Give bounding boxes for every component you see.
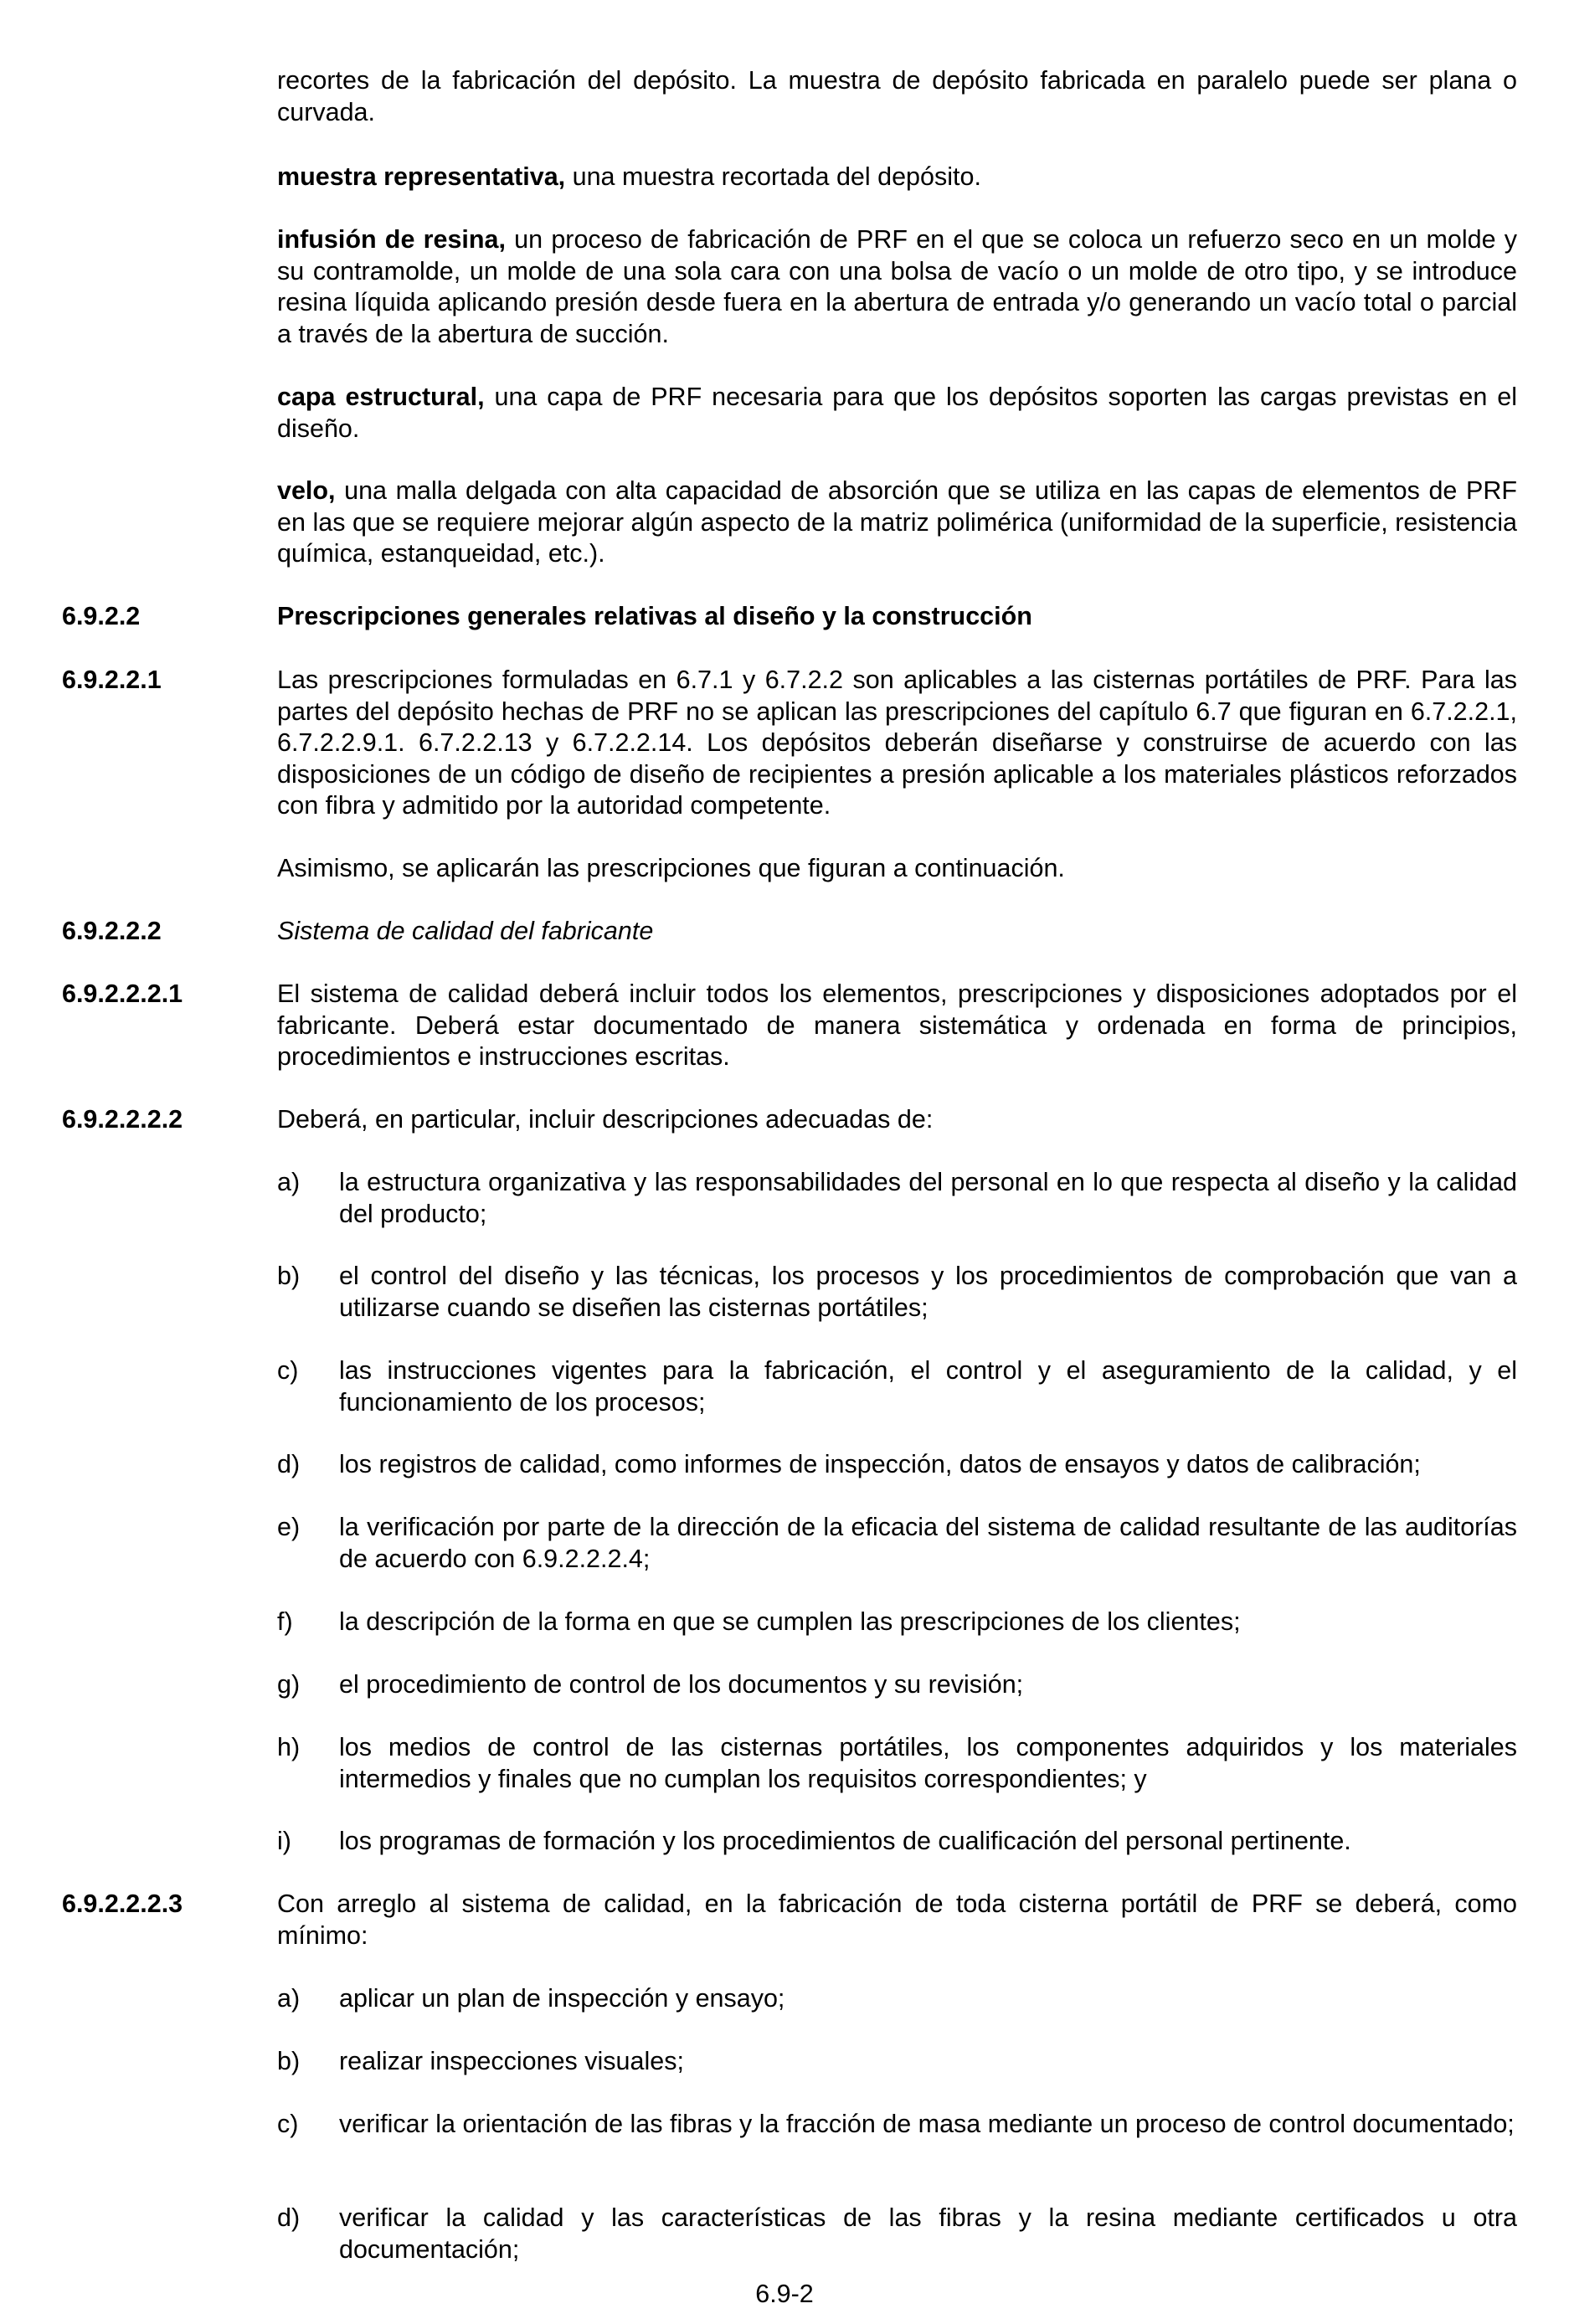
section-text-6-9-2-2-1: Las prescripciones formuladas en 6.7.1 y 6.7.2.2 son aplicables a las cisternas portátiles de PRF. Para las partes del depósito hechas de PRF no se aplican las prescripciones del capítulo 6.7 que figuran en 6.7.2.2.1, 6.7.2.2.9.1. 6.7.2.2.13 y 6.7.2.2.14. Los depósitos deberán diseñarse y construirse de acuerdo con las disposiciones de un código de diseño de recipientes a presión aplicable a los materiales plásticos reforzados con fibra y admitido por la autoridad competente. [277,666,1517,820]
list-item-letter: g) [277,1670,301,1699]
list-item-text: verificar la orientación de las fibras y la fracción de masa mediante un proceso de control documentado; [339,2110,1515,2138]
list-item-text: los programas de formación y los procedimientos de cualificación del personal pertinente. [339,1827,1351,1855]
section-text-6-9-2-2-2-1: El sistema de calidad deberá incluir todos los elementos, prescripciones y disposiciones adoptados por el fabricante. Deberá estar documentado de manera sistemática y ordenada en forma de principios, procedimientos e instrucciones escritas. [277,979,1517,1071]
definition-infusion-de-resina [277,224,1517,350]
section-intro-6-9-2-2-2-3: Con arreglo al sistema de calidad, en la fabricación de toda cisterna portátil de PRF se deberá, como mínimo: [277,1890,1517,1950]
list-item-letter: d) [277,1450,301,1478]
definition-term: capa estructural, [277,383,485,411]
definition-text: una capa de PRF necesaria para que los depósitos soporten las cargas previstas en el diseño. [277,383,1517,443]
page-number: 6.9-2 [755,2280,814,2308]
definition-term: infusión de resina, [277,225,506,254]
list-item-text: la verificación por parte de la dirección de la eficacia del sistema de calidad resultante de las auditorías de acuerdo con 6.9.2.2.2.4; [339,1513,1517,1573]
definition-text: un proceso de fabricación de PRF en el que se coloca un refuerzo seco en un molde y su contramolde, un molde de una sola cara con una bolsa de vacío o un molde de otro tipo, y se introduce resina líquida aplicando presión desde fuera en la abertura de entrada y/o generando un vacío total o parcial a través de la abertura de succión. [277,225,1518,348]
section-heading-6-9-2-2-2: Sistema de calidad del fabricante [277,917,654,945]
list-item-letter: h) [277,1733,301,1761]
list-item-letter: a) [277,1984,301,2013]
list-item-letter: d) [277,2203,301,2232]
list-item-text: las instrucciones vigentes para la fabricación, el control y el aseguramiento de la calidad, y el funcionamiento de los procesos; [339,1356,1517,1417]
definition-muestra-representativa [277,162,1517,193]
section-number-6-9-2-2-1: 6.9.2.2.1 [62,666,162,694]
section-intro-6-9-2-2-2-2: Deberá, en particular, incluir descripciones adecuadas de: [277,1105,934,1134]
definition-term: velo, [277,476,336,505]
list-item-letter: e) [277,1513,301,1541]
list-item-text: la estructura organizativa y las responsabilidades del personal en lo que respecta al diseño y la calidad del producto; [339,1168,1517,1228]
list-item-letter: i) [277,1827,291,1855]
list-item-letter: a) [277,1168,301,1196]
definition-text: una muestra recortada del depósito. [565,162,981,191]
definition-term: muestra representativa, [277,162,566,191]
list-item-text: la descripción de la forma en que se cumplen las prescripciones de los clientes; [339,1607,1241,1636]
list-item-letter: c) [277,2110,299,2138]
section-number-6-9-2-2-2-3: 6.9.2.2.2.3 [62,1890,183,1918]
list-item-letter: b) [277,1262,301,1290]
list-item-text: el procedimiento de control de los documentos y su revisión; [339,1670,1024,1699]
intro-continuation: recortes de la fabricación del depósito. La muestra de depósito fabricada en paralelo puede ser plana o curvada. [277,66,1517,126]
section-text-6-9-2-2-1-para2: Asimismo, se aplicarán las prescripciones que figuran a continuación. [277,854,1065,882]
section-number-6-9-2-2-2-2: 6.9.2.2.2.2 [62,1105,183,1134]
list-item-text: los registros de calidad, como informes de inspección, datos de ensayos y datos de calibración; [339,1450,1421,1478]
definition-text: una malla delgada con alta capacidad de absorción que se utiliza en las capas de elementos de PRF en las que se requiere mejorar algún aspecto de la matriz polimérica (uniformidad de la superficie, resistencia química, estanqueidad, etc.). [277,476,1517,568]
section-number-6-9-2-2-2: 6.9.2.2.2 [62,917,162,945]
list-item-text: el control del diseño y las técnicas, los procesos y los procedimientos de comprobación que van a utilizarse cuando se diseñen las cisternas portátiles; [339,1262,1517,1322]
definition-velo [277,476,1517,570]
list-item-text: aplicar un plan de inspección y ensayo; [339,1984,785,2013]
list-item-letter: f) [277,1607,293,1636]
section-number-6-9-2-2-2-1: 6.9.2.2.2.1 [62,979,183,1008]
section-number-6-9-2-2: 6.9.2.2 [62,602,141,630]
list-item-letter: c) [277,1356,299,1385]
list-item-letter: b) [277,2047,301,2075]
list-item-text: verificar la calidad y las características de las fibras y la resina mediante certificados u otra documentación; [339,2203,1517,2264]
list-item-text: realizar inspecciones visuales; [339,2047,684,2075]
list-item-text: los medios de control de las cisternas portátiles, los componentes adquiridos y los materiales intermedios y finales que no cumplan los requisitos correspondientes; y [339,1733,1517,1793]
definition-capa-estructural [277,382,1517,445]
section-heading-6-9-2-2: Prescripciones generales relativas al diseño y la construcción [277,602,1032,630]
